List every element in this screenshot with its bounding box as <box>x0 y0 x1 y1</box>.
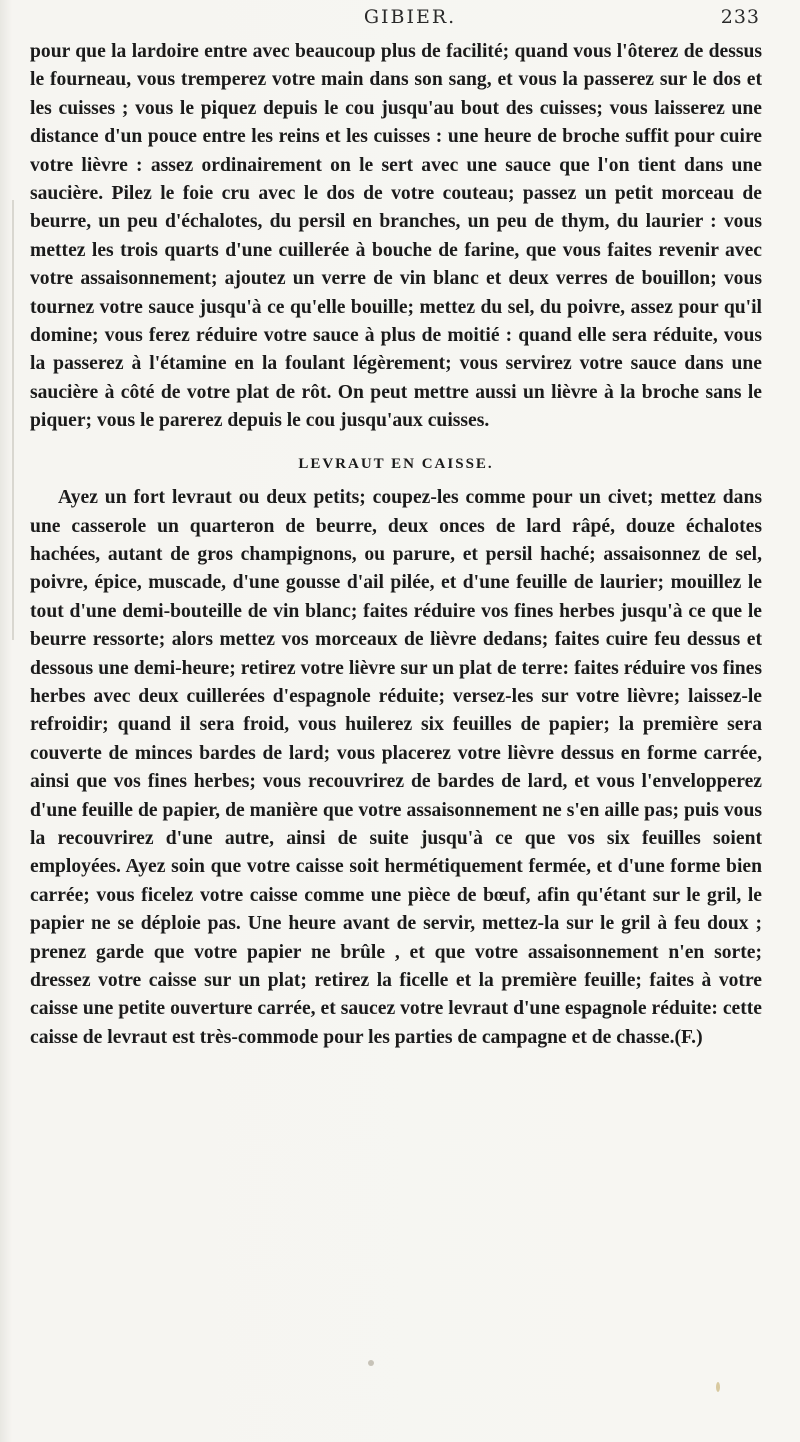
page-number: 233 <box>720 6 760 28</box>
section-heading: LEVRAUT EN CAISSE. <box>298 455 494 472</box>
paragraph-levraut-en-caisse: Ayez un fort levraut ou deux petits; coupez-les comme pour un civet; mettez dans une casserole un quarteron de beurre, deux onces de lard râpé, douze échalotes hachées, autant de gros champignons, ou parure, et persil haché; assaisonnez de sel, poivre, épice, muscade, d'une gousse d'ail pilée, et d'une feuille de laurier; mouillez le tout d'une demi-bouteille de vin blanc; faites réduire vos fines herbes jusqu'à ce que le beurre ressorte; alors mettez vos morceaux de lièvre dedans; faites cuire feu dessus et dessous une demi-heure; retirez votre lièvre sur un plat de terre: faites réduire vos fines herbes avec deux cuillerées d'espagnole réduite; versez-les sur votre lièvre; laissez-le refroidir; quand il sera froid, vous huilerez six feuilles de papier; la première sera couverte de minces bardes de lard; vous placerez votre lièvre dessus en forme carrée, ainsi que vos fines herbes; vous recouvrirez de bardes de lard, et vous l'envelopperez d'une feuille de papier, de manière que votre assaisonnement ne s'en aille pas; puis vous la recouvrirez d'une autre, ainsi de suite jusqu'à ce que vos six feuilles soient employées. Ayez soin que votre caisse soit hermétiquement fermée, et d'une forme bien carrée; vous ficelez votre caisse comme une pièce de bœuf, afin qu'étant sur le gril, le papier ne se déploie pas. Une heure avant de servir, mettez-la sur le gril à feu doux ; prenez garde que votre papier ne brûle , et que votre assaisonnement n'en sorte; dressez votre caisse sur un plat; retirez la ficelle et la première feuille; faites à votre caisse une petite ouverture carrée, et saucez votre levraut d'une espagnole réduite: cette caisse de levraut est très-commode pour les parties de campagne et de chasse.(F.) <box>30 487 762 1048</box>
paragraph-lievre-broche: pour que la lardoire entre avec beaucoup plus de facilité; quand vous l'ôterez de dessus le fourneau, vous tremperez votre main dans son sang, et vous la passerez sur le dos et les cuisses ; vous le piquez depuis le cou jusqu'au bout des cuisses; vous laisserez une distance d'un pouce entre les reins et les cuisses : une heure de broche suffit pour cuire votre lièvre : assez ordinairement on le sert avec une sauce que l'on tient dans une saucière. Pilez le foie cru avec le dos de votre couteau; passez un petit morceau de beurre, un peu d'échalotes, du persil en branches, un peu de thym, du laurier : vous mettez les trois quarts d'une cuillerée à bouche de farine, que vous faites revenir avec votre assaisonnement; ajoutez un verre de vin blanc et deux verres de bouillon; vous tournez votre sauce jusqu'à ce qu'elle bouille; mettez du sel, du poivre, assez pour qu'il domine; vous ferez réduire votre sauce à plus de moitié : quand elle sera réduite, vous la passerez à l'étamine en la foulant légèrement; vous servirez votre sauce dans une saucière à côté de votre plat de rôt. On peut mettre aussi un lièvre à la broche sans le piquer; vous le parerez depuis le cou jusqu'aux cuisses. <box>30 41 762 432</box>
running-title: GIBIER. <box>363 6 457 28</box>
page-edge-shadow <box>12 200 14 640</box>
paper-blemish <box>368 1360 374 1366</box>
body-text <box>30 38 762 1052</box>
paper-blemish <box>716 1382 720 1392</box>
page-header <box>60 4 760 34</box>
